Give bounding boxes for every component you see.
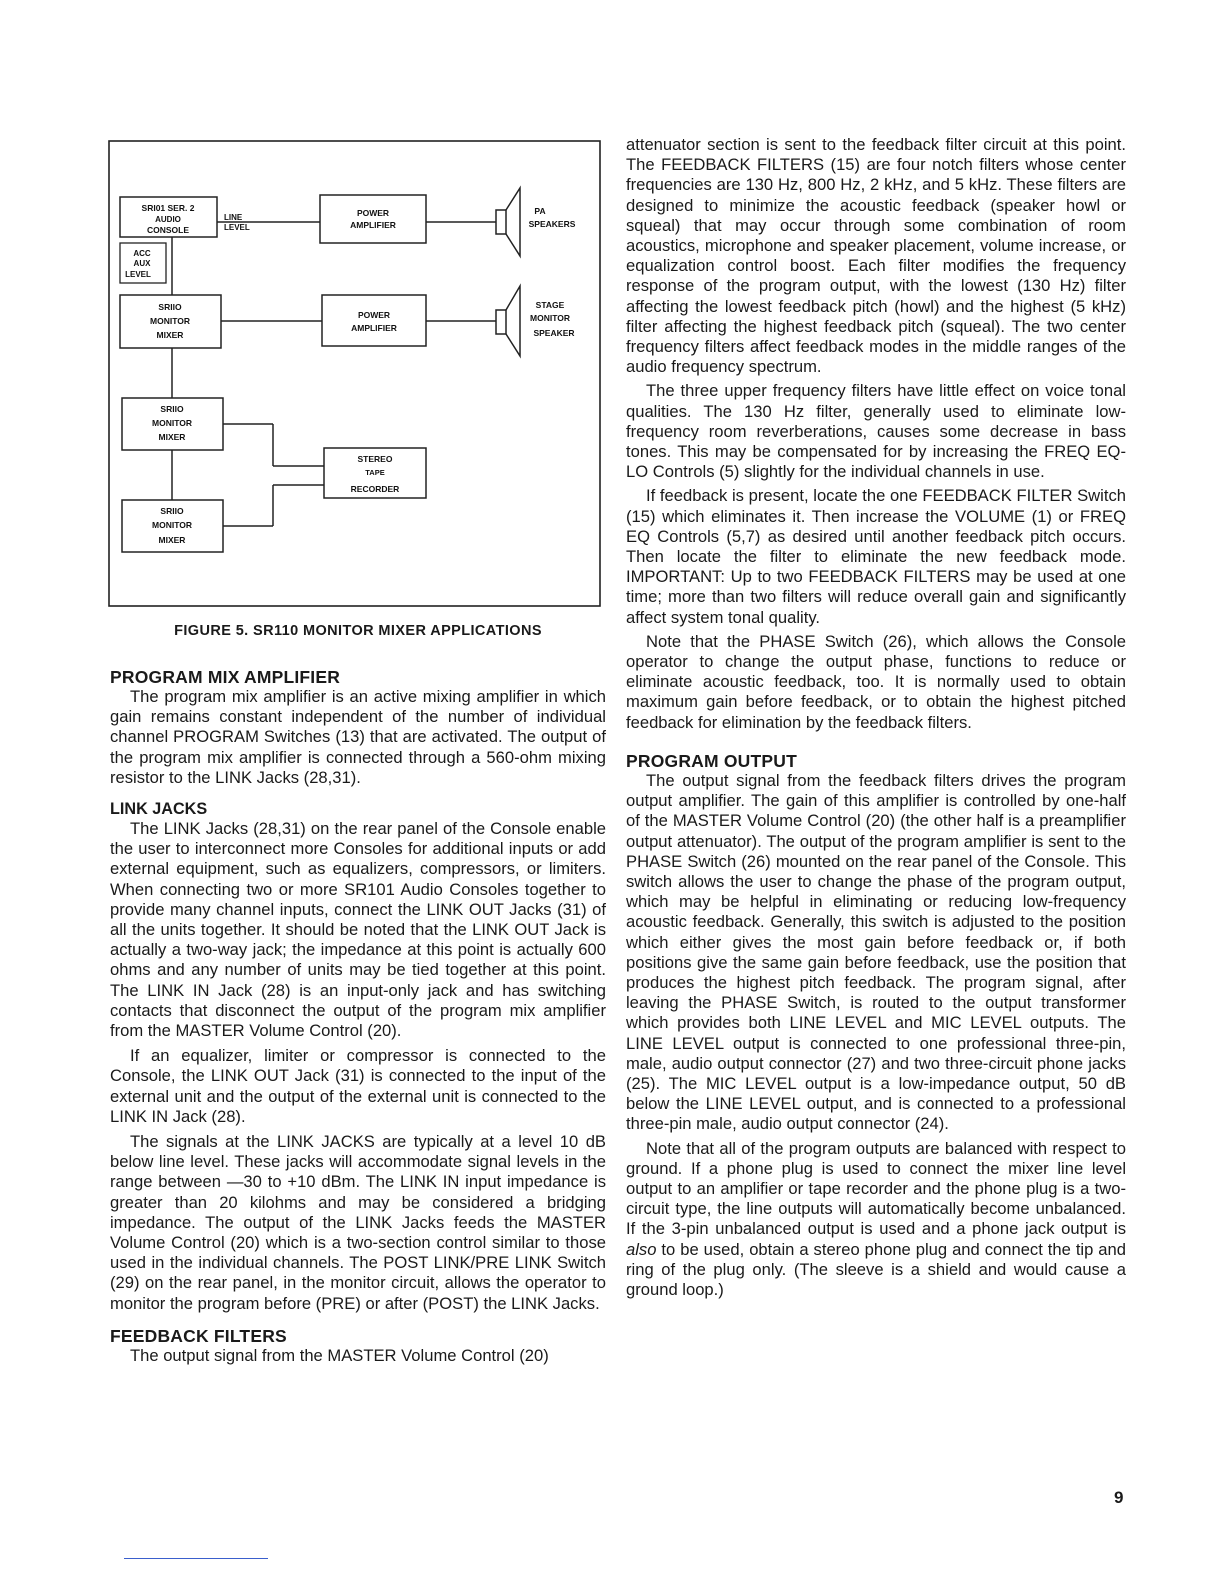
monitor-1-label-3: MIXER [156, 330, 184, 340]
power-amp-1-label-1: POWER [356, 208, 390, 218]
power-amplifier-2-block [322, 295, 426, 346]
program-output-heading: PROGRAM OUTPUT [626, 750, 797, 771]
console-label-2: AUDIO [155, 215, 181, 224]
program-output-paragraph-2-part-a: Note that all of the program outputs are balanced with respect to ground. If a phone plug is used to connect the mixer line level output to an amplifier or tape recorder and the phone plug is a two-circuit type, the line outputs will automatically become unbalanced. If the 3-pin unbalanced output is used and a phone jack output is [626, 1138, 1126, 1239]
tape-recorder-block [324, 448, 426, 498]
power-amp-1-label-2: AMPLIFIER [350, 220, 396, 230]
feedback-filters-paragraph: The output signal from the MASTER Volume Control (20) [130, 1345, 549, 1365]
program-mix-heading: PROGRAM MIX AMPLIFIER [110, 667, 341, 687]
acc-label-1: ACC [133, 249, 151, 258]
figure-5-diagram [108, 140, 601, 607]
left-column [110, 667, 606, 1366]
stage-label-3: SPEAKER [533, 328, 575, 338]
monitor-1-label-1: SRIIO [158, 302, 182, 312]
program-output-paragraph-1: The output signal from the feedback filters drives the program output amplifier. The gain of this amplifier is controlled by one-half of the MASTER Volume Control (20) (the other half is a preamplifier output attenuator). The output of the program amplifier is sent to the PHASE Switch (26) mounted on the rear panel of the Console. This switch allows the user to change the phase of the program output, which may be helpful in eliminating or reducing low-frequency acoustic feedback. Generally, this switch is adjusted to the position which either gives the most gain before feedback or, if both positions give the same gain before feedback, use the position that produces the highest pitch feedback. The program signal, after leaving the PHASE Switch, is routed to the output transformer which provides both LINE LEVEL and MIC LEVEL outputs. The LINE LEVEL output is connected to one professional three-pin, male, audio output connector (27) and two three-circuit phone jacks (25). The MIC LEVEL output is a low-impedance output, 50 dB below the LINE LEVEL output, and is connected to a professional three-pin male, audio output connector (24). [626, 770, 1126, 1134]
power-amp-2-label-2: AMPLIFIER [351, 323, 397, 333]
program-output-paragraph-2 [626, 1139, 1126, 1301]
program-output-paragraph-2-part-b: to be used, obtain a stereo phone plug and connect the tip and ring of the plug only. (The sleeve is a shield and would cause a ground loop.) [626, 1239, 1126, 1299]
line-level-label-1: LINE [224, 213, 243, 222]
acc-label-3: LEVEL [125, 270, 151, 279]
power-amp-2-label-1: POWER [357, 310, 391, 320]
acc-aux-level-block [120, 243, 166, 283]
upper-filters-paragraph: The three upper frequency filters have little effect on voice tonal qualities. The 130 Hz filter, generally used to eliminate low-frequency room reverberations, causes some decrease in bass tones. This may be compensated for by increasing the FREQ EQ-LO Controls (5) slightly for the individual channels in use. [626, 381, 1126, 482]
link-jacks-paragraph-3: The signals at the LINK JACKS are typically at a level 10 dB below line level. These jacks will accommodate signal levels in the range between —30 to +10 dBm. The LINK IN input impedance is greater than 20 kilohms and may be considered a bridging impedance. The output of the LINK Jacks feeds the MASTER Volume Control (20) which is a two-section control similar to those used in the individual channels. The POST LINK/PRE LINK Switch (29) on the rear panel, in the monitor circuit, allows the operator to monitor the program before (PRE) or after (POST) the LINK Jacks. [110, 1132, 606, 1313]
monitor-mixer-2-block [122, 398, 223, 450]
link-jacks-paragraph-1: The LINK Jacks (28,31) on the rear panel of the Console enable the user to interconnect more Consoles for additional inputs or add external equipment, such as equalizers, compressors, or limiters. When connecting two or more SR101 Audio Consoles together to provide many channel inputs, connect the LINK OUT Jacks (31) of all the units together. It should be noted that the LINK OUT Jack is actually a two-way jack; the impedance at this point is actually 600 ohms and any number of units may be tied together at this point. The LINK IN Jack (28) is an input-only jack and has switching contacts that disconnect the output of the program mix amplifier from the MASTER Volume Control (20). [110, 819, 606, 1041]
pa-speaker-icon [496, 188, 520, 256]
program-output-emphasis: also [626, 1239, 657, 1259]
monitor-3-label-1: SRIIO [160, 506, 184, 516]
monitor-2-label-1: SRIIO [160, 404, 184, 414]
phase-switch-paragraph: Note that the PHASE Switch (26), which allows the Console operator to change the output phase, functions to reduce or eliminate acoustic feedback, too. It is normally used to obtain maximum gain before feedback, or to obtain the highest pitched feedback for elimination by the feedback filters. [626, 631, 1126, 732]
monitor-2-label-2: MONITOR [152, 418, 192, 428]
footer-rule [124, 1558, 268, 1559]
console-label-1: SRI01 SER. 2 [141, 203, 195, 213]
power-amplifier-1-block [320, 195, 426, 243]
program-mix-paragraph: The program mix amplifier is an active mixing amplifier in which gain remains constant independent of the number of individual channel PROGRAM Switches (13) that are activated. The output of the program mix amplifier is connected through a 560-ohm mixing resistor to the LINK Jacks (28,31). [110, 687, 606, 787]
tape-label-2: TAPE [365, 468, 385, 477]
feedback-present-paragraph: If feedback is present, locate the one FEEDBACK FILTER Switch (15) which eliminates it. Then increase the VOLUME (1) or FREQ EQ Controls (5,7) as desired until another feedback pitch occurs. Then locate the filter to eliminate the new feedback mode. IMPORTANT: Up to two FEEDBACK FILTERS may be used at one time; more than two filters will reduce overall gain and significantly affect system tonal quality. [626, 486, 1126, 627]
stage-label-1: STAGE [535, 300, 565, 310]
console-block [120, 197, 217, 237]
tape-label-1: STEREO [357, 454, 393, 464]
monitor-mixer-1-block [120, 295, 221, 348]
stage-speaker-icon [496, 286, 520, 356]
feedback-continued-paragraph: attenuator section is sent to the feedback filter circuit at this point. The FEEDBACK FILTERS (15) are four notch filters whose center frequencies are 130 Hz, 800 Hz, 2 kHz, and 5 kHz. These filters are designed to minimize the acoustic feedback (speaker howl or squeal) that may occur through some combination of room acoustics, microphone and speaker placement, volume increase, or equalization control boost. Each filter modifies the frequency response of the program output, with the lowest (130 Hz) filter affecting the lowest feedback pitch (howl) and the highest (5 kHz) filter affecting the highest feedback pitch (squeal). The two center frequency filters affect feedback modes in the middle ranges of the audio frequency spectrum. [626, 135, 1126, 377]
right-column [626, 135, 1126, 1300]
monitor-1-label-2: MONITOR [150, 316, 190, 326]
page-number: 9 [1114, 1488, 1124, 1507]
monitor-mixer-3-block [122, 500, 223, 552]
tape-label-3: RECORDER [350, 484, 400, 494]
line-level-label-2: LEVEL [224, 223, 250, 232]
acc-label-2: AUX [133, 259, 151, 268]
pa-speakers-label-2: SPEAKERS [528, 219, 576, 229]
feedback-filters-heading: FEEDBACK FILTERS [110, 1325, 287, 1346]
link-jacks-paragraph-2: If an equalizer, limiter or compressor is connected to the Console, the LINK OUT Jack (31) is connected to the input of the external unit and the output of the external unit is connected to the LINK IN Jack (28). [110, 1046, 606, 1126]
monitor-2-label-3: MIXER [158, 432, 186, 442]
figure-caption: FIGURE 5. SR110 MONITOR MIXER APPLICATIONS [174, 623, 542, 639]
pa-speakers-label-1: PA [534, 206, 546, 216]
monitor-3-label-2: MONITOR [152, 520, 192, 530]
monitor-3-label-3: MIXER [158, 535, 186, 545]
console-label-3: CONSOLE [146, 225, 190, 235]
link-jacks-heading: LINK JACKS [110, 800, 208, 819]
stage-label-2: MONITOR [530, 313, 570, 323]
